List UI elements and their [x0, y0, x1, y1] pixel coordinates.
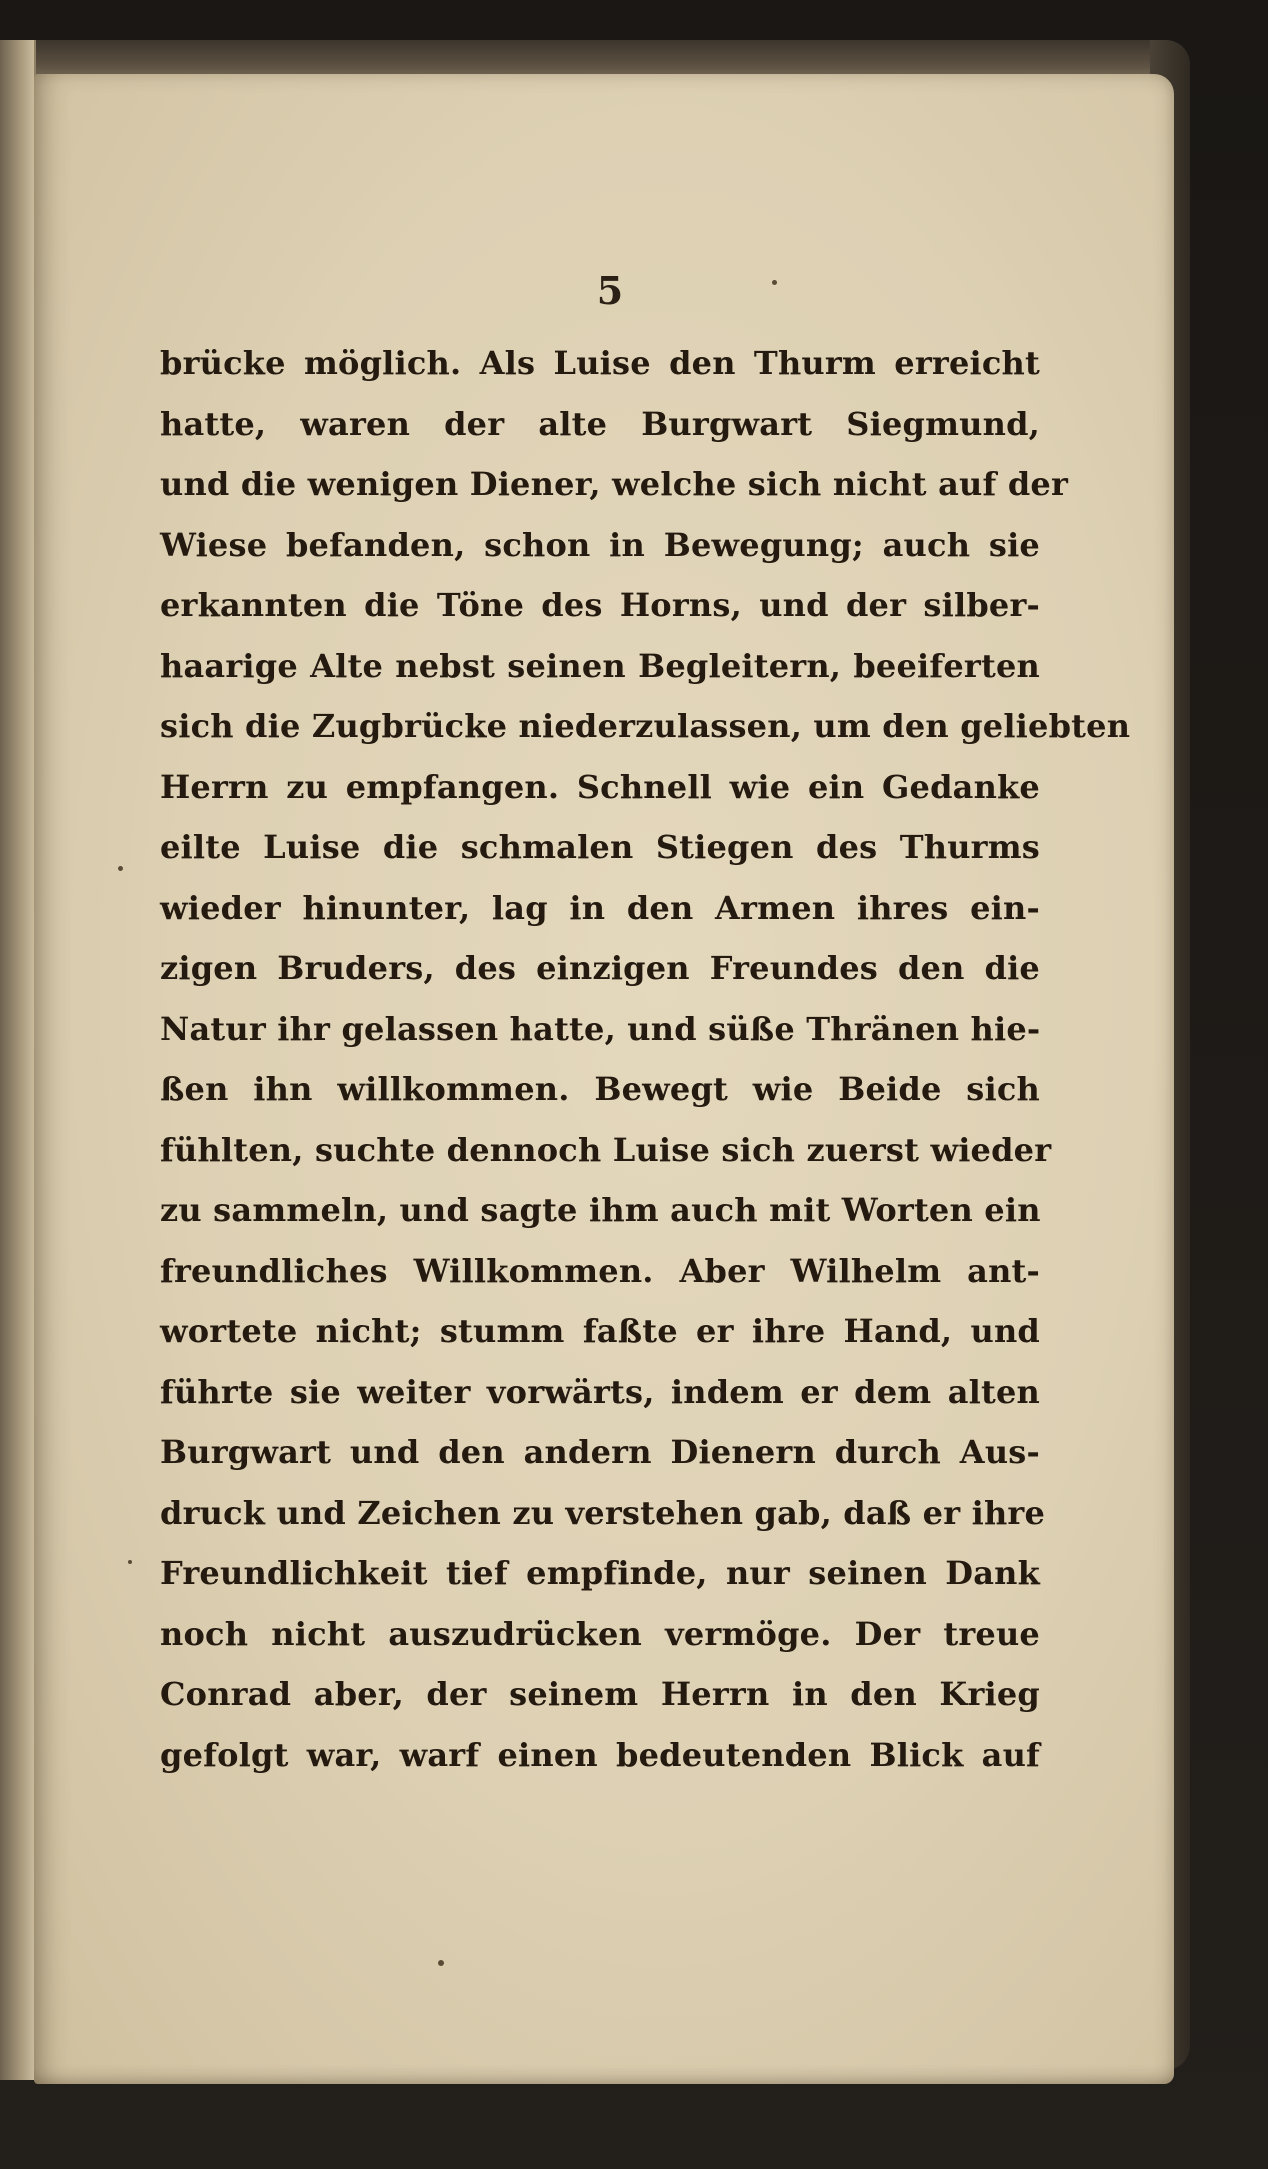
- text-line: ßen ihn willkommen. Bewegt wie Beide sich: [160, 1070, 1040, 1108]
- text-line: fühlten, suchte dennoch Luise sich zuerst wieder: [160, 1130, 1052, 1169]
- text-line: noch nicht auszudrücken vermöge. Der treue: [160, 1614, 1040, 1653]
- text-line: und die wenigen Diener, welche sich nicht auf der: [160, 465, 1069, 503]
- text-line: gefolgt war, warf einen bedeutenden Blick auf: [160, 1735, 1040, 1774]
- text-line: brücke möglich. Als Luise den Thurm erreicht: [160, 344, 1040, 382]
- text-line: Wiese befanden, schon in Bewegung; auch sie: [160, 525, 1040, 564]
- text-line: Conrad aber, der seinem Herrn in den Krieg: [160, 1675, 1040, 1713]
- paper-speck: [128, 1560, 132, 1564]
- text-line: zu sammeln, und sagte ihm auch mit Worten ein: [160, 1191, 1041, 1229]
- page-number: 5: [596, 268, 624, 313]
- text-line: führte sie weiter vorwärts, indem er dem alten: [160, 1372, 1040, 1411]
- text-line: erkannten die Töne des Horns, und der silber-: [160, 586, 1040, 624]
- paper-speck: [118, 866, 123, 871]
- text-line: wortete nicht; stumm faßte er ihre Hand, und: [160, 1312, 1040, 1350]
- text-line: eilte Luise die schmalen Stiegen des Thurms: [160, 828, 1040, 866]
- text-line: Burgwart und den andern Dienern durch Aus-: [160, 1433, 1040, 1471]
- text-line: Freundlichkeit tief empfinde, nur seinen Dank: [160, 1554, 1040, 1592]
- text-line: druck und Zeichen zu verstehen gab, daß er ihre: [160, 1493, 1046, 1532]
- text-line: haarige Alte nebst seinen Begleitern, beeiferten: [160, 646, 1040, 685]
- text-line: Natur ihr gelassen hatte, und süße Thränen hie-: [160, 1009, 1041, 1048]
- paper-speck: [438, 1960, 444, 1966]
- text-line: zigen Bruders, des einzigen Freundes den die: [160, 949, 1040, 987]
- text-line: sich die Zugbrücke niederzulassen, um den geliebten: [160, 707, 1131, 745]
- text-line: Herrn zu empfangen. Schnell wie ein Gedanke: [160, 767, 1040, 806]
- text-line: hatte, waren der alte Burgwart Siegmund,: [160, 404, 1040, 443]
- text-line: wieder hinunter, lag in den Armen ihres ein-: [160, 888, 1040, 927]
- paper-speck: [772, 280, 777, 285]
- body-text: [160, 344, 1131, 1796]
- book-spine-edge: [0, 40, 36, 2080]
- text-line: freundliches Willkommen. Aber Wilhelm ant-: [160, 1251, 1040, 1290]
